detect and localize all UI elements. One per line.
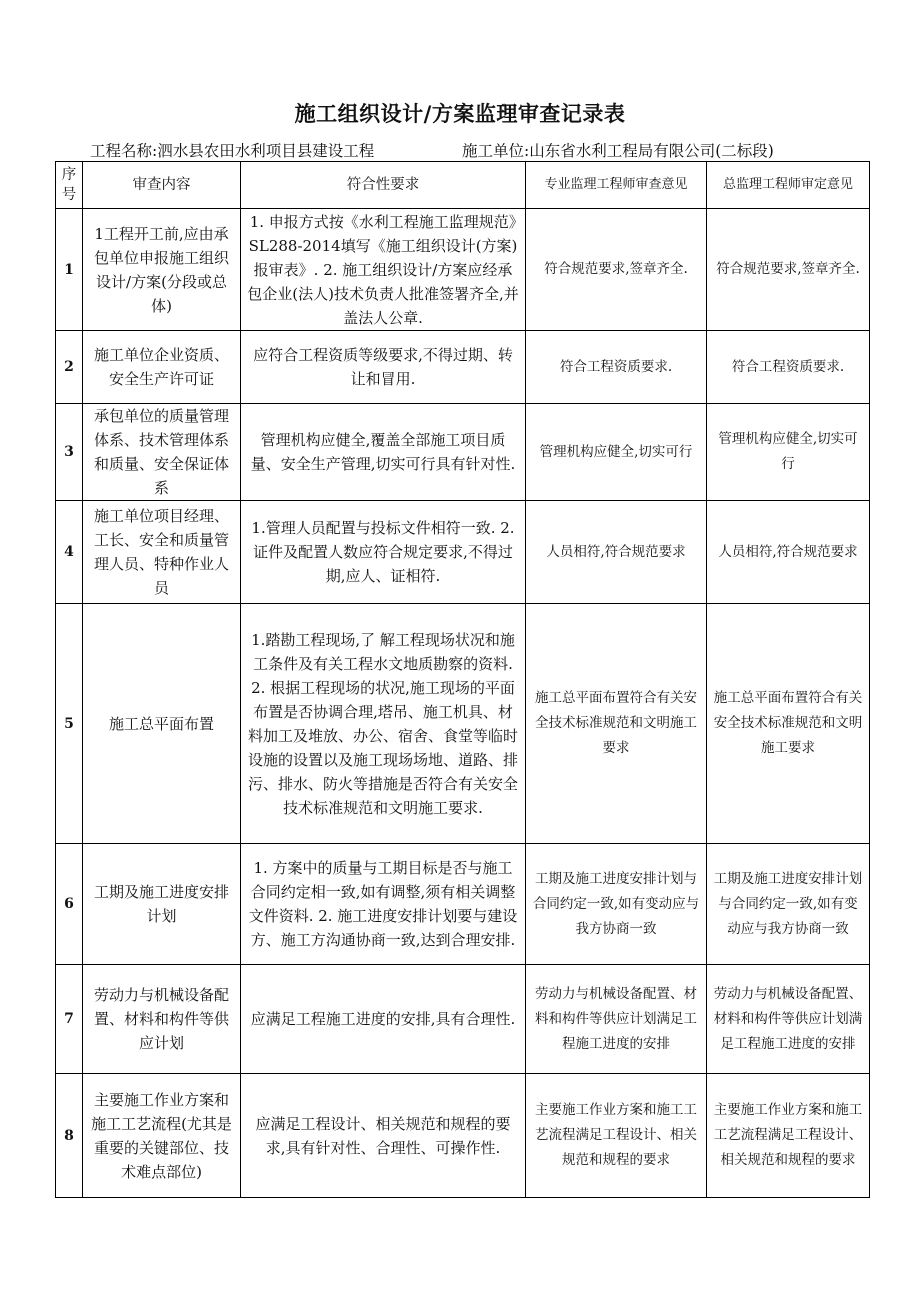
table-row [56,501,870,604]
chief-opinion: 施工总平面布置符合有关安全技术标准规范和文明施工要求 [707,604,870,844]
project-name: 工程名称:泗水县农田水利项目县建设工程 [90,142,375,160]
row-number: 5 [56,604,83,844]
row-number: 1 [56,209,83,331]
specialist-opinion: 主要施工作业方案和施工工艺流程满足工程设计、相关规范和规程的要求 [526,1074,707,1198]
requirement-line: 2. 根据工程现场的状况,施工现场的平面布置是否协调合理,塔吊、施工机具、材料加工及堆放、办公、宿舍、食堂等临时设施的设置以及施工现场场地、道路、排污、排水、防火等措施是否符合有关安全技术标准规范和文明施工要求. [247,678,518,817]
specialist-opinion: 劳动力与机械设备配置、材料和构件等供应计划满足工程施工进度的安排 [526,965,707,1074]
specialist-opinion: 人员相符,符合规范要求 [526,501,707,604]
chief-opinion: 人员相符,符合规范要求 [707,501,870,604]
compliance-requirement: 1. 申报方式按《水利工程施工监理规范》SL288-2014填写《施工组织设计(方案)报审表》. 2. 施工组织设计/方案应经承包企业(法人)技术负责人批准签署齐全,并盖法人公章. [241,209,526,331]
chief-opinion: 符合工程资质要求. [707,331,870,404]
compliance-requirement: 应满足工程设计、相关规范和规程的要求,具有针对性、合理性、可操作性. [241,1074,526,1198]
table-row [56,331,870,404]
row-number: 4 [56,501,83,604]
header-requirement: 符合性要求 [241,162,526,209]
table-row [56,1074,870,1198]
header-chief-opinion: 总监理工程师审定意见 [707,162,870,209]
compliance-requirement: 管理机构应健全,覆盖全部施工项目质量、安全生产管理,切实可行具有针对性. [241,404,526,501]
table-row [56,965,870,1074]
compliance-requirement: 应满足工程施工进度的安排,具有合理性. [241,965,526,1074]
chief-opinion: 劳动力与机械设备配置、材料和构件等供应计划满足工程施工进度的安排 [707,965,870,1074]
review-content: 1工程开工前,应由承包单位申报施工组织设计/方案(分段或总体) [83,209,241,331]
review-content: 承包单位的质量管理体系、技术管理体系和质量、安全保证体系 [83,404,241,501]
header-specialist-opinion: 专业监理工程师审查意见 [526,162,707,209]
chief-opinion: 工期及施工进度安排计划与合同约定一致,如有变动应与我方协商一致 [707,844,870,965]
table-row [56,209,870,331]
table-row [56,404,870,501]
specialist-opinion: 工期及施工进度安排计划与合同约定一致,如有变动应与我方协商一致 [526,844,707,965]
row-number: 2 [56,331,83,404]
specialist-opinion: 符合规范要求,签章齐全. [526,209,707,331]
chief-opinion: 符合规范要求,签章齐全. [707,209,870,331]
contractor-name: 施工单位:山东省水利工程局有限公司(二标段) [462,142,774,160]
requirement-line: 1.踏勘工程现场,了 解工程现场状况和施工条件及有关工程水文地质勘察的资料. [251,630,515,673]
compliance-requirement: 1.管理人员配置与投标文件相符一致. 2. 证件及配置人数应符合规定要求,不得过期,应人、证相符. [241,501,526,604]
specialist-opinion: 管理机构应健全,切实可行 [526,404,707,501]
row-number: 3 [56,404,83,501]
specialist-opinion: 施工总平面布置符合有关安全技术标准规范和文明施工要求 [526,604,707,844]
compliance-requirement: 1. 方案中的质量与工期目标是否与施工合同约定相一致,如有调整,须有相关调整文件资料. 2. 施工进度安排计划要与建设方、施工方沟通协商一致,达到合理安排. [241,844,526,965]
table-header-row [56,162,870,209]
chief-opinion: 主要施工作业方案和施工工艺流程满足工程设计、相关规范和规程的要求 [707,1074,870,1198]
specialist-opinion: 符合工程资质要求. [526,331,707,404]
row-number: 8 [56,1074,83,1198]
review-table [55,161,870,1198]
table-row [56,604,870,844]
review-content: 施工单位企业资质、安全生产许可证 [83,331,241,404]
row-number: 7 [56,965,83,1074]
chief-opinion: 管理机构应健全,切实可行 [707,404,870,501]
header-content: 审查内容 [83,162,241,209]
review-content: 主要施工作业方案和施工工艺流程(尤其是重要的关键部位、技术难点部位) [83,1074,241,1198]
compliance-requirement: 应符合工程资质等级要求,不得过期、转让和冒用. [241,331,526,404]
row-number: 6 [56,844,83,965]
table-row [56,844,870,965]
review-content: 施工总平面布置 [83,604,241,844]
review-content: 工期及施工进度安排计划 [83,844,241,965]
header-seq: 序号 [56,162,83,209]
compliance-requirement [241,604,526,844]
review-content: 施工单位项目经理、工长、安全和质量管理人员、特种作业人员 [83,501,241,604]
page-title: 施工组织设计/方案监理审查记录表 [294,101,626,126]
review-content: 劳动力与机械设备配置、材料和构件等供应计划 [83,965,241,1074]
